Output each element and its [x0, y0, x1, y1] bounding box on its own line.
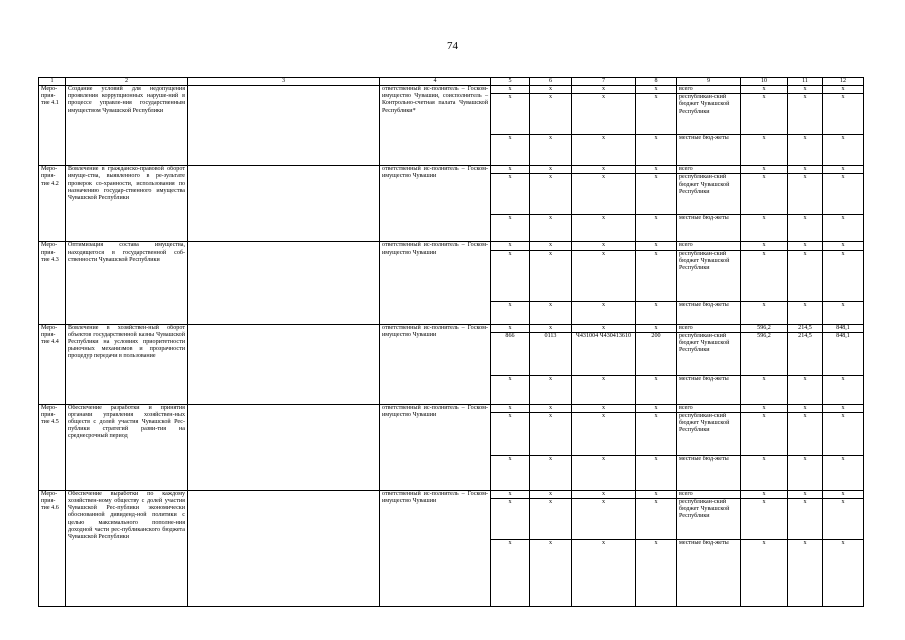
column-number: 3 [188, 78, 380, 86]
code-cell: х [636, 499, 677, 540]
column-number: 11 [788, 78, 823, 86]
code-cell: х [530, 324, 572, 332]
event-id: Меро-прия-тие 4.2 [39, 166, 66, 242]
event-executor: ответственный ис-полнитель – Госком-имущество Чувашии, соисполнитель – Контрольно-счетная палата Чувашской Республики* [380, 86, 491, 166]
funding-source: местные бюд-жеты [677, 135, 741, 166]
code-cell: х [530, 301, 572, 324]
empty-cell [188, 242, 380, 324]
column-number: 2 [66, 78, 188, 86]
code-cell: х [572, 215, 636, 242]
code-cell: х [636, 215, 677, 242]
column-number: 1 [39, 78, 66, 86]
code-cell: х [572, 242, 636, 250]
code-cell: х [572, 86, 636, 94]
amount-cell: х [788, 215, 823, 242]
empty-cell [188, 166, 380, 242]
funding-source: республикан-ский бюджет Чувашской Республики [677, 174, 741, 215]
code-cell: х [530, 455, 572, 490]
code-cell: х [636, 455, 677, 490]
amount-cell: х [741, 86, 788, 94]
code-cell: х [636, 166, 677, 174]
event-row-total [39, 242, 864, 250]
amount-cell: 596,2 [741, 324, 788, 332]
funding-source: всего [677, 324, 741, 332]
code-cell: х [530, 540, 572, 607]
amount-cell: 596,2 [741, 332, 788, 375]
code-cell: х [491, 455, 530, 490]
funding-source: местные бюд-жеты [677, 301, 741, 324]
funding-source: всего [677, 490, 741, 498]
funding-source: республикан-ский бюджет Чувашской Республики [677, 412, 741, 455]
code-cell: х [636, 301, 677, 324]
amount-cell: х [741, 490, 788, 498]
amount-cell: х [741, 135, 788, 166]
code-cell: х [636, 324, 677, 332]
code-cell: х [530, 174, 572, 215]
code-cell: 0113 [530, 332, 572, 375]
code-cell: х [491, 174, 530, 215]
column-number-row [39, 78, 864, 86]
program-table [38, 77, 864, 607]
amount-cell: х [741, 375, 788, 404]
code-cell: х [636, 174, 677, 215]
code-cell: х [530, 135, 572, 166]
code-cell: х [572, 250, 636, 301]
event-name: Обеспечение выработки по каждому хозяйствен-ному обществу с долей участия Чувашской Рес-публики экономически обоснованной дивиденд-ной политики с целью максимального пополне-ния доходной части рес-публиканского бюджета Чувашской Республики [66, 490, 188, 606]
amount-cell: х [788, 242, 823, 250]
code-cell: х [572, 375, 636, 404]
event-name: Вовлечение в хозяйствен-ный оборот объектов государственной казны Чувашской Республики на условиях приоритетности рыночных механизмов и прозрачности процедур передачи в пользование [66, 324, 188, 404]
empty-cell [188, 404, 380, 490]
code-cell: х [572, 135, 636, 166]
code-cell: х [636, 412, 677, 455]
column-number: 10 [741, 78, 788, 86]
event-id: Меро-прия-тие 4.1 [39, 86, 66, 166]
amount-cell: х [788, 455, 823, 490]
amount-cell: х [788, 174, 823, 215]
code-cell: х [530, 242, 572, 250]
code-cell: х [530, 250, 572, 301]
code-cell: х [491, 94, 530, 135]
amount-cell: х [788, 404, 823, 412]
amount-cell: х [823, 499, 864, 540]
code-cell: х [530, 404, 572, 412]
amount-cell: х [823, 540, 864, 607]
amount-cell: х [741, 540, 788, 607]
column-number: 8 [636, 78, 677, 86]
code-cell: х [572, 499, 636, 540]
code-cell: х [491, 375, 530, 404]
amount-cell: х [741, 455, 788, 490]
code-cell: 866 [491, 332, 530, 375]
amount-cell: х [823, 215, 864, 242]
event-name: Вовлечение в гражданско-правовой оборот имуще-ства, выявленного в ре-зультате проверок со-хранности, использования по назначению государ-ственного имущества Чувашской Республики [66, 166, 188, 242]
code-cell: х [491, 242, 530, 250]
event-id: Меро-прия-тие 4.3 [39, 242, 66, 324]
funding-source: местные бюд-жеты [677, 375, 741, 404]
code-cell: х [572, 490, 636, 498]
code-cell: х [491, 301, 530, 324]
code-cell: х [572, 455, 636, 490]
funding-source: республикан-ский бюджет Чувашской Республики [677, 499, 741, 540]
event-row-total [39, 404, 864, 412]
code-cell: х [636, 86, 677, 94]
event-executor: ответственный ис-полнитель – Госком-имущество Чувашии [380, 404, 491, 490]
code-cell: х [491, 86, 530, 94]
amount-cell: х [823, 455, 864, 490]
amount-cell: х [823, 412, 864, 455]
amount-cell: х [788, 412, 823, 455]
code-cell: х [491, 412, 530, 455]
amount-cell: 848,1 [823, 324, 864, 332]
code-cell: х [491, 404, 530, 412]
event-row-total [39, 324, 864, 332]
amount-cell: х [788, 94, 823, 135]
code-cell: х [530, 490, 572, 498]
amount-cell: 214,5 [788, 324, 823, 332]
funding-source: местные бюд-жеты [677, 215, 741, 242]
funding-source: местные бюд-жеты [677, 455, 741, 490]
empty-cell [188, 324, 380, 404]
code-cell: х [636, 375, 677, 404]
code-cell: х [491, 166, 530, 174]
column-number: 6 [530, 78, 572, 86]
amount-cell: х [741, 242, 788, 250]
code-cell: х [572, 174, 636, 215]
amount-cell: х [788, 301, 823, 324]
amount-cell: х [823, 250, 864, 301]
code-cell: х [572, 94, 636, 135]
amount-cell: х [741, 215, 788, 242]
code-cell: х [636, 94, 677, 135]
event-executor: ответственный ис-полнитель – Госком-имущество Чувашии [380, 242, 491, 324]
code-cell: х [530, 412, 572, 455]
funding-source: всего [677, 86, 741, 94]
event-id: Меро-прия-тие 4.6 [39, 490, 66, 606]
code-cell: х [491, 540, 530, 607]
event-executor: ответственный ис-полнитель – Госком-имущество Чувашии [380, 324, 491, 404]
code-cell: х [530, 86, 572, 94]
column-number: 7 [572, 78, 636, 86]
amount-cell: х [823, 242, 864, 250]
amount-cell: х [823, 86, 864, 94]
event-name: Обеспечение разработки и принятия органами управления хозяйствен-ных обществ с долей участия Чувашской Рес-публики стратегий разви-тия на среднесрочный период [66, 404, 188, 490]
event-name: Создание условий для недопущения проявления коррупционных наруше-ний в процессе управле-ния государственным имуществом Чувашской Республики [66, 86, 188, 166]
code-cell: х [530, 215, 572, 242]
event-row-total [39, 86, 864, 94]
amount-cell: х [823, 94, 864, 135]
funding-source: республикан-ский бюджет Чувашской Республики [677, 332, 741, 375]
funding-source: всего [677, 166, 741, 174]
code-cell: х [636, 404, 677, 412]
code-cell: х [491, 250, 530, 301]
code-cell: х [530, 375, 572, 404]
code-cell: х [491, 215, 530, 242]
amount-cell: х [788, 250, 823, 301]
code-cell: х [572, 540, 636, 607]
code-cell: х [636, 250, 677, 301]
column-number: 4 [380, 78, 491, 86]
amount-cell: х [823, 301, 864, 324]
event-name: Оптимизация состава имущества, находящегося в государственной соб-ственности Чувашской Республики [66, 242, 188, 324]
event-executor: ответственный ис-полнитель – Госком-имущество Чувашии [380, 490, 491, 606]
event-row-total [39, 166, 864, 174]
amount-cell: х [741, 404, 788, 412]
funding-source: местные бюд-жеты [677, 540, 741, 607]
amount-cell: х [741, 174, 788, 215]
amount-cell: х [788, 490, 823, 498]
code-cell: 200 [636, 332, 677, 375]
code-cell: х [636, 540, 677, 607]
code-cell: х [572, 166, 636, 174]
amount-cell: х [788, 166, 823, 174]
code-cell: х [636, 135, 677, 166]
amount-cell: х [823, 404, 864, 412]
event-id: Меро-прия-тие 4.4 [39, 324, 66, 404]
amount-cell: х [788, 499, 823, 540]
code-cell: Ч431004 Ч430413610 [572, 332, 636, 375]
amount-cell: х [823, 490, 864, 498]
amount-cell: х [823, 375, 864, 404]
funding-source: всего [677, 242, 741, 250]
code-cell: х [636, 490, 677, 498]
amount-cell: х [823, 166, 864, 174]
amount-cell: 848,1 [823, 332, 864, 375]
amount-cell: х [741, 250, 788, 301]
event-row-total [39, 490, 864, 498]
code-cell: х [530, 499, 572, 540]
empty-cell [188, 490, 380, 606]
amount-cell: х [788, 375, 823, 404]
amount-cell: х [741, 166, 788, 174]
code-cell: х [491, 135, 530, 166]
amount-cell: х [741, 301, 788, 324]
code-cell: х [491, 324, 530, 332]
amount-cell: х [788, 540, 823, 607]
code-cell: х [572, 412, 636, 455]
amount-cell: х [741, 499, 788, 540]
amount-cell: х [741, 94, 788, 135]
event-id: Меро-прия-тие 4.5 [39, 404, 66, 490]
column-number: 9 [677, 78, 741, 86]
amount-cell: х [741, 412, 788, 455]
code-cell: х [636, 242, 677, 250]
amount-cell: х [823, 135, 864, 166]
code-cell: х [530, 94, 572, 135]
code-cell: х [572, 301, 636, 324]
amount-cell: х [788, 86, 823, 94]
code-cell: х [491, 490, 530, 498]
code-cell: х [530, 166, 572, 174]
code-cell: х [572, 404, 636, 412]
page-number: 74 [447, 40, 458, 52]
column-number: 5 [491, 78, 530, 86]
code-cell: х [572, 324, 636, 332]
funding-source: всего [677, 404, 741, 412]
event-executor: ответственный ис-полнитель – Госком-имущество Чувашии [380, 166, 491, 242]
funding-source: республикан-ский бюджет Чувашской Республики [677, 94, 741, 135]
empty-cell [188, 86, 380, 166]
amount-cell: х [823, 174, 864, 215]
amount-cell: 214,5 [788, 332, 823, 375]
code-cell: х [491, 499, 530, 540]
funding-source: республикан-ский бюджет Чувашской Республики [677, 250, 741, 301]
column-number: 12 [823, 78, 864, 86]
amount-cell: х [788, 135, 823, 166]
